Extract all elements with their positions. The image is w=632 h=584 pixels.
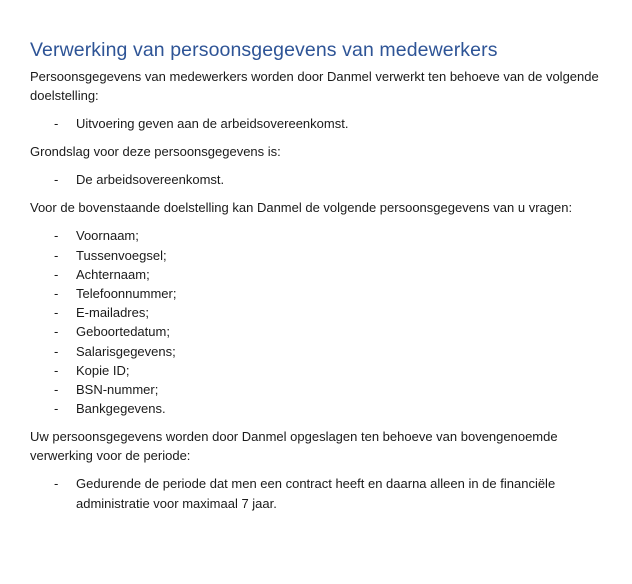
list-item [30, 342, 624, 361]
list-item [30, 226, 624, 245]
list-item-text: Salarisgegevens; [76, 343, 176, 359]
list-item [30, 246, 624, 265]
dash-marker: - [54, 476, 59, 492]
list-item [30, 265, 624, 284]
list-item [30, 303, 624, 322]
list-item-text: Achternaam; [76, 266, 150, 282]
list-item-text: Voornaam; [76, 228, 139, 244]
document-body [30, 38, 624, 513]
list-item-text: BSN-nummer; [76, 382, 159, 398]
list-item [30, 380, 624, 399]
list-item [30, 284, 624, 303]
list-item-text: Tussenvoegsel; [76, 247, 167, 263]
dash-marker: - [54, 343, 59, 359]
dash-marker: - [54, 362, 59, 378]
list-item [30, 170, 624, 189]
data-paragraph: Voor de bovenstaande doelstelling kan Danmel de volgende persoonsgegevens van u vragen: [30, 200, 573, 216]
list-item [30, 361, 624, 380]
dash-marker: - [54, 382, 59, 398]
dash-marker: - [54, 247, 59, 263]
dash-marker: - [54, 286, 59, 302]
basis-list [30, 170, 624, 189]
intro-paragraph: Persoonsgegevens van medewerkers worden door Danmel verwerkt ten behoeve van de volgende doelstelling: [30, 69, 599, 103]
list-item [30, 114, 624, 133]
retention-paragraph: Uw persoonsgegevens worden door Danmel opgeslagen ten behoeve van bovengenoemde verwerking voor de periode: [30, 429, 558, 464]
list-item-text: Bankgegevens. [76, 401, 166, 417]
retention-list [30, 474, 624, 512]
dash-marker: - [54, 324, 59, 340]
dash-marker: - [54, 401, 59, 417]
dash-marker: - [54, 305, 59, 321]
list-item [30, 322, 624, 341]
list-item [30, 399, 624, 418]
list-item-text: E-mailadres; [76, 305, 149, 321]
list-item-text: De arbeidsovereenkomst. [76, 172, 225, 188]
list-item-text: Geboortedatum; [76, 324, 170, 340]
dash-marker: - [54, 172, 59, 188]
dash-marker: - [54, 116, 59, 131]
dash-marker: - [54, 266, 59, 282]
dash-marker: - [54, 228, 59, 244]
data-list [30, 226, 624, 418]
list-item-text: Gedurende de periode dat men een contract heeft en daarna alleen in de financiële administratie voor maximaal 7 jaar. [76, 476, 556, 511]
list-item-text: Telefoonnummer; [76, 286, 177, 302]
section-heading: Verwerking van persoonsgegevens van medewerkers [30, 39, 498, 61]
list-item-text: Uitvoering geven aan de arbeidsovereenkomst. [76, 116, 349, 131]
purpose-list [30, 114, 624, 133]
basis-paragraph: Grondslag voor deze persoonsgegevens is: [30, 144, 281, 160]
list-item-text: Kopie ID; [76, 362, 130, 378]
list-item [30, 474, 596, 512]
